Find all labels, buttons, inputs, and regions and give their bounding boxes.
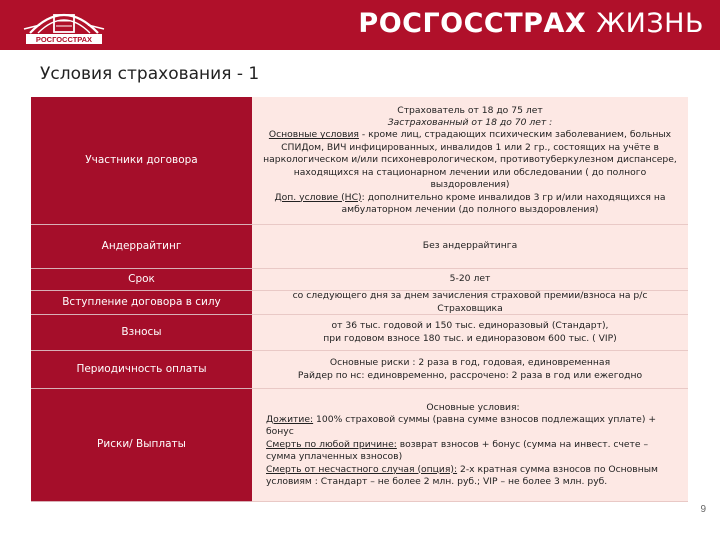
table-row <box>31 351 688 389</box>
risk-label: Смерть по любой причине: <box>266 438 397 450</box>
row-label: Андеррайтинг <box>31 225 252 269</box>
risk-label: Дожитие: <box>266 413 314 425</box>
company-logo-icon <box>18 3 110 47</box>
row-value-line: Страхователь от 18 до 75 лет <box>397 104 543 116</box>
row-value <box>252 351 688 389</box>
header-bar <box>0 0 720 50</box>
table-row <box>31 389 688 502</box>
table-row <box>31 97 688 225</box>
table-row <box>31 269 688 291</box>
row-value: Без андеррайтинга <box>252 225 688 269</box>
row-label: Срок <box>31 269 252 291</box>
page-number: 9 <box>700 504 706 515</box>
row-value <box>252 97 688 225</box>
row-value <box>252 315 688 351</box>
row-value-line: Райдер по нс: единовременно, рассрочено: 2 раза в год или ежегодно <box>297 369 643 381</box>
row-value-line: от 36 тыс. годовой и 150 тыс. единоразовый (Стандарт), <box>331 320 609 332</box>
brand-name <box>358 8 704 39</box>
page-title: Условия страхования - 1 <box>40 64 260 84</box>
table-row <box>31 225 688 269</box>
table-row <box>31 291 688 315</box>
risk-text: 100% страховой суммы (равна сумме взносов подлежащих уплате) + бонус <box>266 413 657 438</box>
logo-text: РОСГОССТРАХ <box>35 35 93 45</box>
brand-sub: ЖИЗНЬ <box>596 8 704 39</box>
risk-label: Смерть от несчастного случая (опция): <box>266 463 458 475</box>
row-label: Периодичность оплаты <box>31 351 252 389</box>
extra-condition-text: : дополнительно кроме инвалидов 3 гр и/или находящихся на амбулаторном лечении (до полного выздоровления) <box>341 191 666 215</box>
extra-condition-label: Доп. условие (НС) <box>274 191 362 203</box>
risk-text: 2-х кратная сумма взносов по Основным условиям : Стандарт – не более 2 млн. руб.; VIP – не более 3 млн. руб. <box>266 463 658 488</box>
conditions-table <box>31 97 688 502</box>
row-value <box>252 389 688 502</box>
basic-conditions-text: - кроме лиц, страдающих психическим заболеванием, больных СПИДом, ВИЧ инфицированных, инвалидов 1 или 2 гр., состоящих на учёте в наркологическом и/или психоневрологическом, противотуберкулезном диспансере, находящихся на стационарном лечении или обследовании ( до полного выздоровления) <box>263 129 677 191</box>
risk-text: возврат взносов + бонус (сумма на инвест. счете – сумма уплаченных взносов) <box>266 438 649 463</box>
row-value-line: Застрахованный от 18 до 70 лет : <box>387 117 553 129</box>
risks-heading: Основные условия: <box>426 401 520 413</box>
row-value-line: при годовом взносе 180 тыс. и единоразовом 600 тыс. ( VIP) <box>323 332 617 344</box>
row-value-line: Основные риски : 2 раза в год, годовая, единовременная <box>329 357 611 369</box>
brand-main: РОСГОССТРАХ <box>358 8 587 39</box>
row-label: Взносы <box>31 315 252 351</box>
table-row <box>31 315 688 351</box>
basic-conditions-label: Основные условия <box>268 129 359 141</box>
row-label: Риски/ Выплаты <box>31 389 252 502</box>
row-label: Вступление договора в силу <box>31 291 252 315</box>
row-label: Участники договора <box>31 97 252 225</box>
row-value: со следующего дня за днем зачисления страховой премии/взноса на р/с Страховщика <box>252 291 688 315</box>
row-value: 5-20 лет <box>252 269 688 291</box>
